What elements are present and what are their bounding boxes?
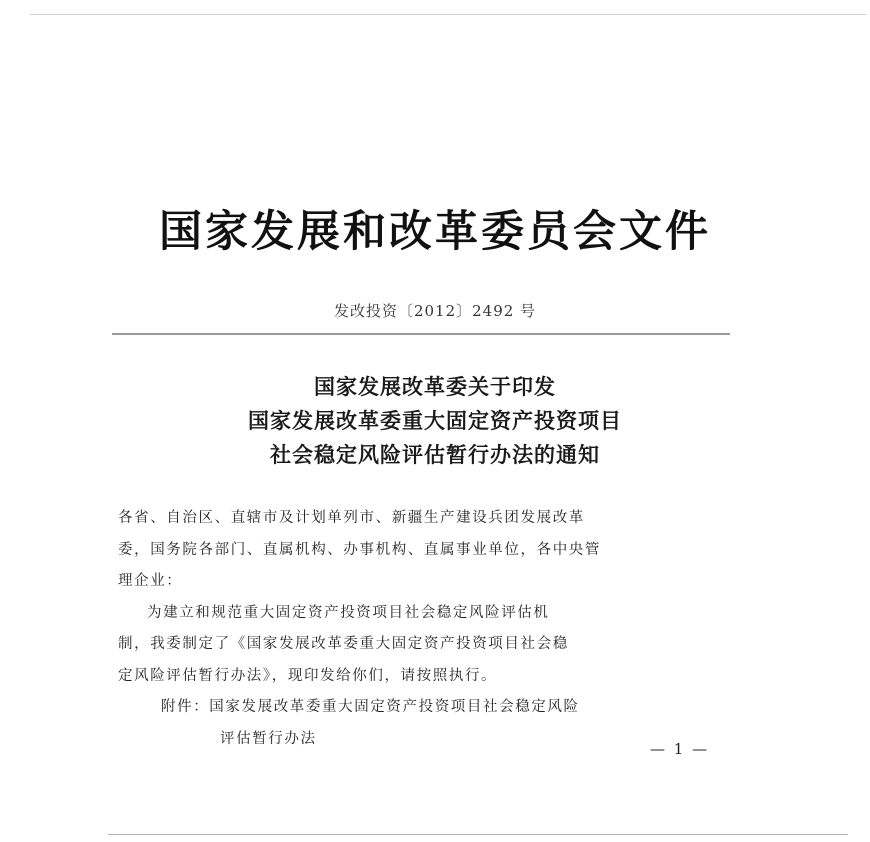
header-divider (112, 333, 730, 335)
notice-title-line-3: 社会稳定风险评估暂行办法的通知 (270, 443, 600, 467)
notice-title (0, 370, 870, 472)
page-number: — 1 — (650, 740, 710, 758)
document-number: 发改投资〔2012〕2492 号 (333, 302, 537, 320)
attachment-line-1: 附件：国家发展改革委重大固定资产投资项目社会稳定风险 (161, 699, 580, 715)
notice-title-line-1: 国家发展改革委关于印发 (314, 375, 556, 399)
document-header-title: 国家发展和改革委员会文件 (159, 207, 711, 257)
scan-edge-line (30, 14, 866, 15)
addressee-line-3: 理企业： (118, 573, 183, 589)
attachment-line-2: 评估暂行办法 (220, 730, 317, 747)
paragraph-line-2: 制，我委制定了《国家发展改革委重大固定资产投资项目社会稳 (118, 636, 569, 652)
addressee-line-2: 委，国务院各部门、直属机构、办事机构、直属事业单位，各中央管 (118, 541, 601, 558)
paragraph-line-3: 定风险评估暂行办法》，现印发给你们，请按照执行。 (118, 667, 498, 684)
paragraph-line-1: 为建立和规范重大固定资产投资项目社会稳定风险评估机 (147, 604, 550, 621)
notice-title-line-2: 国家发展改革委重大固定资产投资项目 (248, 409, 622, 433)
document-body (118, 503, 738, 755)
page-bottom-line (108, 834, 848, 835)
addressee-line-1: 各省、自治区、直辖市及计划单列市、新疆生产建设兵团发展改革 (118, 510, 585, 526)
